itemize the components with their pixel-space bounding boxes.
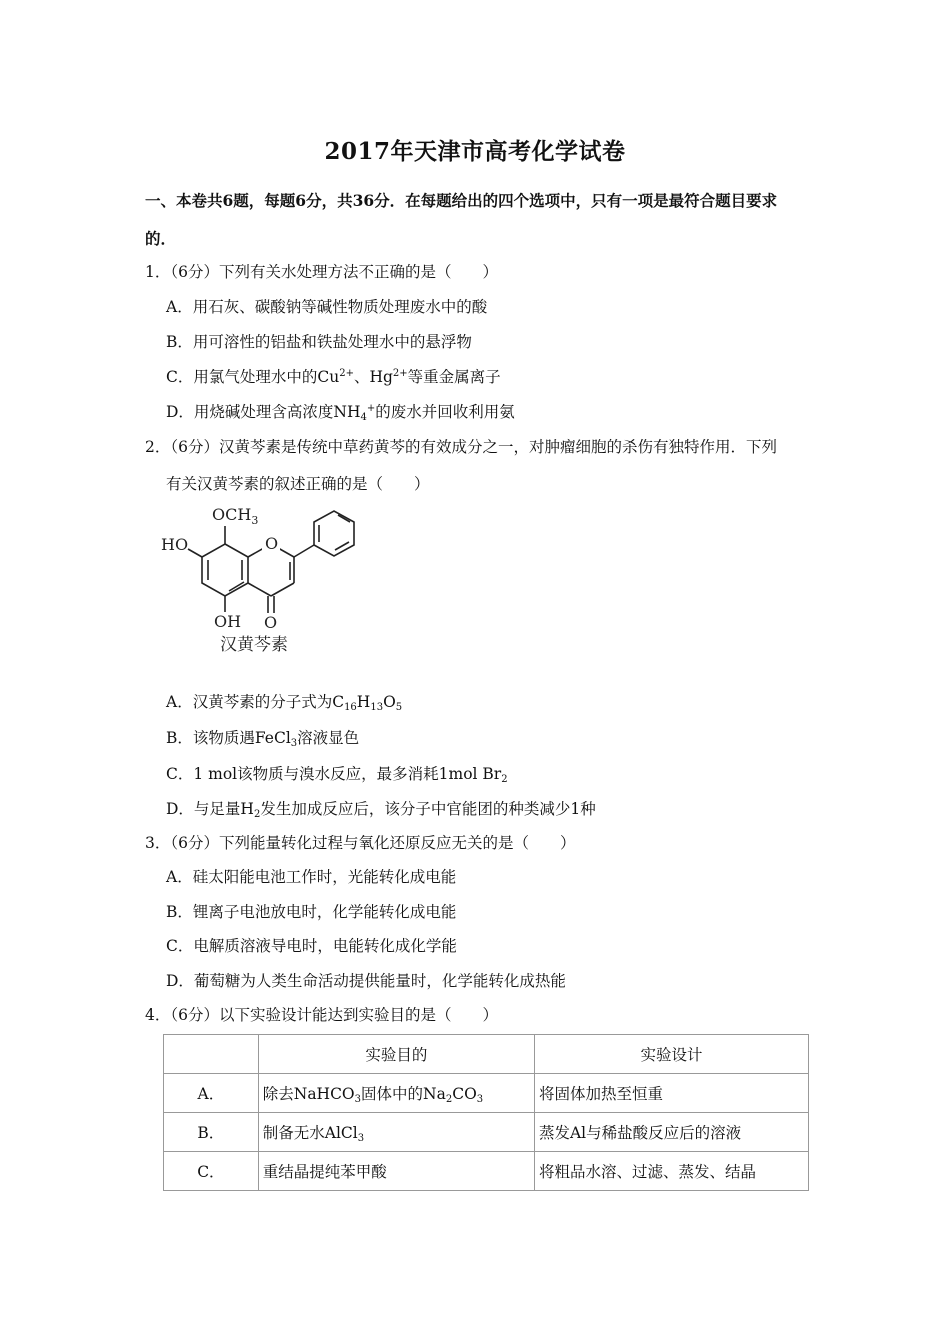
question-1-stem: 1．（6分）下列有关水处理方法不正确的是（ ） <box>145 263 498 281</box>
question-2-option-a: A．汉黄芩素的分子式为$C_{16}H_{13}O_5$ <box>166 693 403 713</box>
question-3-option-c: C．电解质溶液导电时，电能转化成化学能 <box>166 937 457 955</box>
section-heading: 一、本卷共6题，每题6分，共36分．在每题给出的四个选项中，只有一项是最符合题目要求 <box>145 191 778 210</box>
table-cell: 制备无水AlCl$_3$ <box>258 1113 534 1152</box>
experiment-table <box>163 1034 809 1191</box>
question-2-option-c: C．1 mol该物质与溴水反应，最多消耗1mol $Br_2$ <box>166 765 508 785</box>
wogonin-structure <box>160 500 390 660</box>
table-header-cell <box>164 1035 259 1074</box>
table-cell: 重结晶提纯苯甲酸 <box>258 1152 534 1191</box>
ring-oxygen-label: O <box>265 534 279 553</box>
question-4-stem: 4．（6分）以下实验设计能达到实验目的是（ ） <box>145 1006 498 1024</box>
carbonyl-oxygen-label: O <box>264 613 278 632</box>
question-3-option-a: A．硅太阳能电池工作时，光能转化成电能 <box>166 868 457 886</box>
question-2-stem-cont: 有关汉黄芩素的叙述正确的是（ ） <box>166 475 430 493</box>
table-row <box>164 1113 809 1152</box>
table-cell: B． <box>164 1113 259 1152</box>
question-1-option-a: A．用石灰、碳酸钠等碱性物质处理废水中的酸 <box>166 298 488 316</box>
table-row <box>164 1074 809 1113</box>
structure-caption: 汉黄芩素 <box>220 635 288 655</box>
question-2-stem: 2．（6分）汉黄芩素是传统中草药黄芩的有效成分之一，对肿瘤细胞的杀伤有独特作用．下列 <box>145 438 777 456</box>
question-2-option-d: D．与足量$H_2$发生加成反应后，该分子中官能团的种类减少1种 <box>166 800 596 820</box>
page-title: 2017年天津市高考化学试卷 <box>324 138 626 165</box>
table-row <box>164 1152 809 1191</box>
hydroxy-bottom-label: OH <box>214 612 242 631</box>
section-heading-cont: 的． <box>145 229 177 248</box>
question-3-stem: 3．（6分）下列能量转化过程与氧化还原反应无关的是（ ） <box>145 834 576 852</box>
question-1-option-c: C．用氯气处理水中的$Cu^{2+}$、$Hg^{2+}$等重金属离子 <box>166 368 501 386</box>
table-cell: 将粗品水溶、过滤、蒸发、结晶 <box>534 1152 808 1191</box>
hydroxy-left-label: HO <box>161 535 189 554</box>
question-3-option-b: B．锂离子电池放电时，化学能转化成电能 <box>166 903 457 921</box>
question-3-option-d: D．葡萄糖为人类生命活动提供能量时，化学能转化成热能 <box>166 972 566 990</box>
question-1-option-b: B．用可溶性的铝盐和铁盐处理水中的悬浮物 <box>166 333 472 351</box>
table-header-row <box>164 1035 809 1074</box>
table-cell: 将固体加热至恒重 <box>534 1074 808 1113</box>
table-cell: A． <box>164 1074 259 1113</box>
table-header-cell: 实验目的 <box>258 1035 534 1074</box>
table-cell: 除去NaHCO$_3$固体中的$Na_2CO_3$ <box>258 1074 534 1113</box>
question-2-option-b: B．该物质遇FeCl$_3$溶液显色 <box>166 729 360 749</box>
table-header-cell: 实验设计 <box>534 1035 808 1074</box>
table-cell: C． <box>164 1152 259 1191</box>
methoxy-label: $OCH_3$ <box>212 505 259 527</box>
table-cell: 蒸发Al与稀盐酸反应后的溶液 <box>534 1113 808 1152</box>
question-1-option-d: D．用烧碱处理含高浓度$NH_4^+$的废水并回收利用氨 <box>166 403 515 423</box>
